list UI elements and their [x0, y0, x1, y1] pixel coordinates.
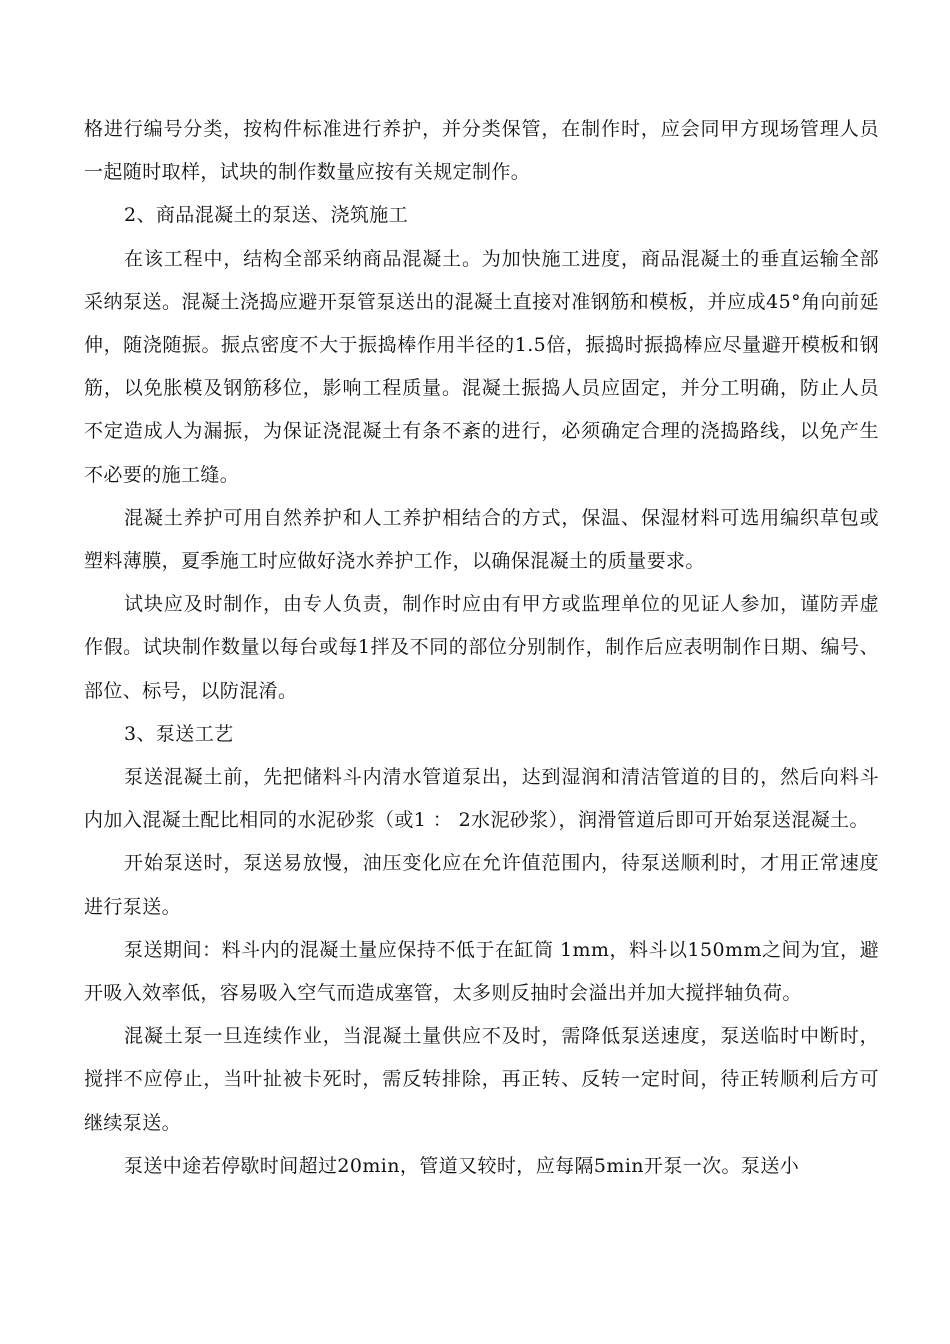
paragraph-continuous-operation: 混凝土泵一旦连续作业，当混凝土量供应不及时，需降低泵送速度，泵送临时中断时，搅拌不应停止，当叶扯被卡死时，需反转排除，再正转、反转一定时间，待正转顺利后方可继续泵送。	[84, 1025, 879, 1134]
paragraph-during-pumping: 泵送期间：料斗内的混凝土量应保持不低于在缸筒 1mm，料斗以150mm之间为宜，避开吸入效率低，容易吸入空气而造成塞管，太多则反抽时会溢出并加大搅拌轴负荷。	[84, 938, 879, 1005]
paragraph-pause-pumping: 泵送中途若停歇时间超过20min，管道又较时，应每隔5min开泵一次。泵送小	[124, 1154, 800, 1177]
section-heading-2: 2、商品混凝土的泵送、浇筑施工	[124, 204, 409, 227]
paragraph-pumping-overview: 在该工程中，结构全部采纳商品混凝土。为加快施工进度，商品混凝土的垂直运输全部采纳泵送。混凝土浇捣应避开泵管泵送出的混凝土直接对准钢筋和模板，并应成45°角向前延伸，随浇随振。振点密度不大于振捣棒作用半径的1.5倍，振捣时振捣棒应尽量避开模板和钢筋，以免胀模及钢筋移位，影响工程质量。混凝土振捣人员应固定，并分工明确，防止人员不定造成人为漏振，为保证浇混凝土有条不紊的进行，必须确定合理的浇捣路线，以免产生不必要的施工缝。	[84, 247, 879, 486]
paragraph-start-pumping: 开始泵送时，泵送易放慢，油压变化应在允许值范围内，待泵送顺利时，才用正常速度进行泵送。	[84, 852, 879, 918]
paragraph-test-blocks: 试块应及时制作，由专人负责，制作时应由有甲方或监理单位的见证人参加，谨防弄虚作假。试块制作数量以每台或每1拌及不同的部位分别制作，制作后应表明制作日期、编号、部位、标号，以防混淆。	[84, 593, 879, 702]
document-body	[84, 108, 879, 1188]
section-heading-3: 3、泵送工艺	[124, 722, 234, 745]
paragraph-curing: 混凝土养护可用自然养护和人工养护相结合的方式，保温、保湿材料可选用编织草包或塑料薄膜，夏季施工时应做好浇水养护工作，以确保混凝土的质量要求。	[84, 506, 879, 573]
paragraph-continuation: 格进行编号分类，按构件标准进行养护，并分类保管，在制作时，应会同甲方现场管理人员一起随时取样，试块的制作数量应按有关规定制作。	[84, 118, 879, 184]
paragraph-pre-pumping: 泵送混凝土前，先把储料斗内清水管道泵出，达到湿润和清洁管道的目的，然后向料斗内加入混凝土配比相同的水泥砂浆（或1 ： 2水泥砂浆），润滑管道后即可开始泵送混凝土。	[84, 766, 879, 832]
